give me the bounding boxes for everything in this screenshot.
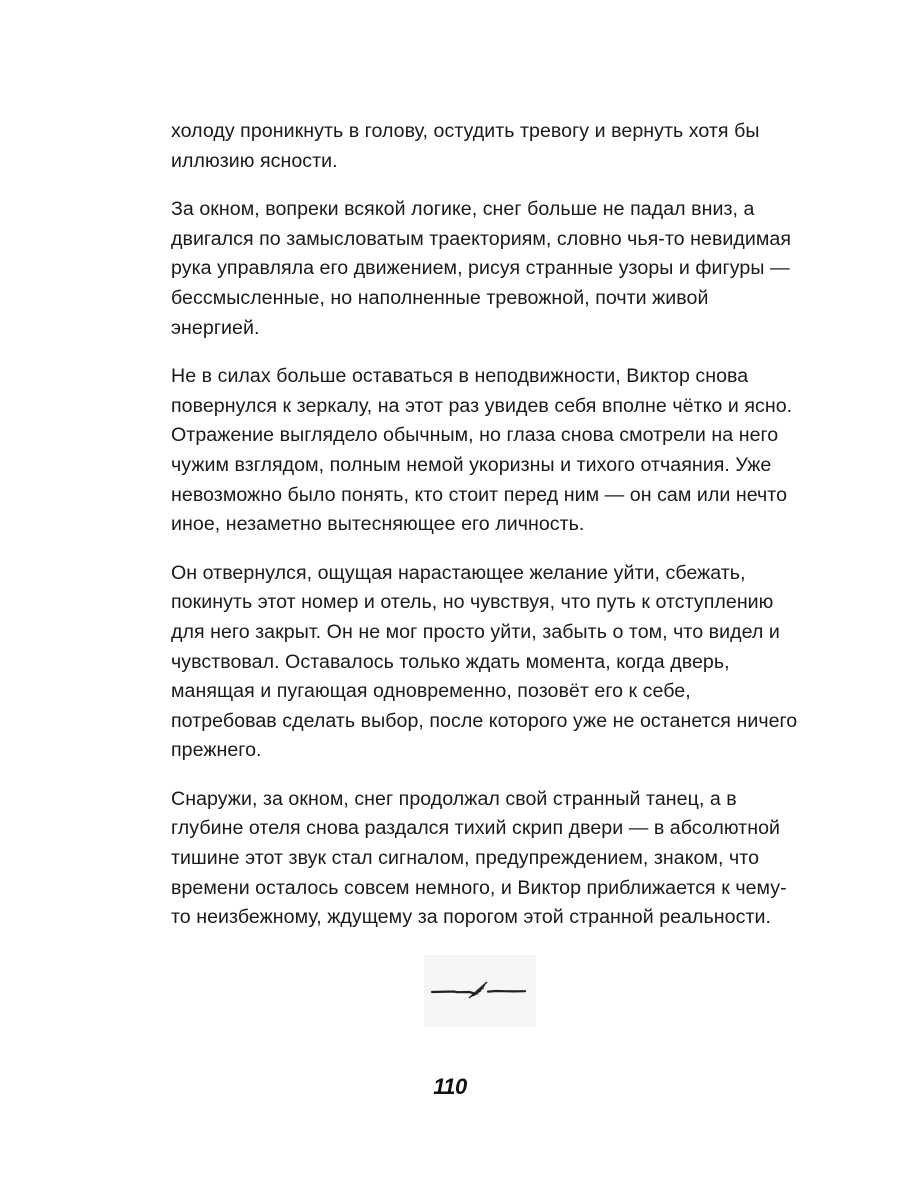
page-number: 110 bbox=[433, 1074, 467, 1099]
body-text bbox=[171, 117, 799, 952]
paragraph-1: холоду проникнуть в голову, остудить тревогу и вернуть хотя бы иллюзию ясности. bbox=[171, 120, 760, 172]
paragraph-3: Не в силах больше оставаться в неподвижности, Виктор снова повернулся к зеркалу, на этот раз увидев себя вполне чётко и ясно. Отражение выглядело обычным, но глаза снова смотрели на него чужим взглядом, полным немой укоризны и тихого отчаяния. Уже невозможно было понять, кто стоит перед ним — он сам или нечто иное, незаметно вытесняющее его личность. bbox=[171, 365, 793, 536]
paragraph-4: Он отвернулся, ощущая нарастающее желание уйти, сбежать, покинуть этот номер и отель, но чувствуя, что путь к отступлению для него закрыт. Он не мог просто уйти, забыть о том, что видел и чувствовал. Оставалось только ждать момента, когда дверь, манящая и пугающая одновременно, позовёт его к себе, потребовав сделать выбор, после которого уже не останется ничего прежнего. bbox=[171, 561, 798, 762]
section-divider bbox=[424, 955, 536, 1027]
paragraph-2: За окном, вопреки всякой логике, снег больше не падал вниз, а двигался по замысловатым траекториям, словно чья-то невидимая рука управляла его движением, рисуя странные узоры и фигуры — бессмысленные, но наполненные тревожной, почти живой энергией. bbox=[171, 198, 792, 339]
paragraph-5: Снаружи, за окном, снег продолжал свой странный танец, а в глубине отеля снова раздался тихий скрип двери — в абсолютной тишине этот звук стал сигналом, предупреждением, знаком, что времени осталось совсем немного, и Виктор приближается к чему-то неизбежному, ждущему за порогом этой странной реальности. bbox=[171, 787, 787, 929]
feather-divider-icon bbox=[424, 955, 536, 1027]
